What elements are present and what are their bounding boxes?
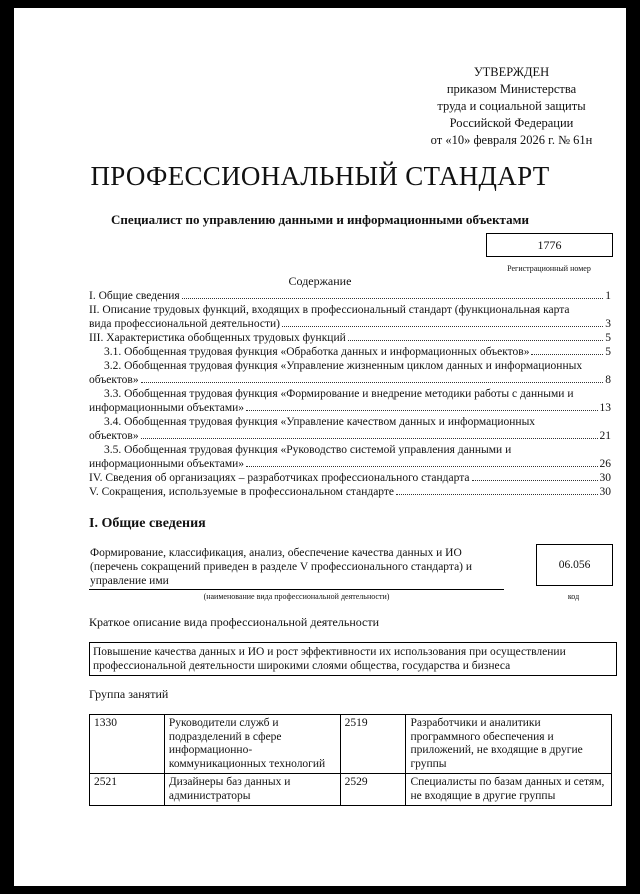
toc-entry-page: 13 xyxy=(599,402,611,414)
toc-leader xyxy=(141,438,598,439)
activity-kind-text: Формирование, классификация, анализ, обеспечение качества данных и ИО (перечень сокращений приведен в разделе V профессионального стандарта) и управление ими xyxy=(90,547,473,587)
registration-number-label: Регистрационный номер xyxy=(507,264,591,273)
toc-entry[interactable] xyxy=(89,345,611,359)
toc-entry-text: III. Характеристика обобщенных трудовых функций xyxy=(89,332,346,344)
toc-entry-text: объектов» xyxy=(89,430,139,442)
group-name-cell: Руководители служб и подразделений в сфере информационно-коммуникационных технологий xyxy=(164,715,340,774)
toc-entry-page: 26 xyxy=(599,458,611,470)
approval-block xyxy=(399,64,624,149)
toc-entry-text: объектов» xyxy=(89,374,139,386)
toc-entry[interactable] xyxy=(89,331,611,345)
toc-entry-line1: 3.3. Обобщенная трудовая функция «Формирование и внедрение методики работы с данными и xyxy=(104,388,574,400)
approval-line: приказом Министерства xyxy=(446,82,577,96)
toc-entry-page: 5 xyxy=(605,346,611,358)
toc-leader xyxy=(141,382,604,383)
toc-leader xyxy=(246,410,597,411)
toc-leader xyxy=(348,340,603,341)
group-name-cell: Специалисты по базам данных и сетям, не входящие в другие группы xyxy=(406,774,612,806)
toc-entry-line1: 3.5. Обобщенная трудовая функция «Руководство системой управления данными и xyxy=(104,444,512,456)
toc-leader xyxy=(182,298,604,299)
toc-entry-line1: II. Описание трудовых функций, входящих в профессиональный стандарт (функциональная карта xyxy=(89,304,570,316)
toc-entry-page: 1 xyxy=(605,290,611,302)
toc-entry-text: V. Сокращения, используемые в профессиональном стандарте xyxy=(89,486,395,498)
toc-entry-text: вида профессиональной деятельности) xyxy=(89,318,280,330)
toc-entry[interactable] xyxy=(89,457,611,471)
activity-code-box: 06.056 xyxy=(536,544,613,586)
group-code-cell: 2521 xyxy=(90,774,165,806)
approval-line: труда и социальной защиты xyxy=(437,99,586,113)
toc-entry-page: 30 xyxy=(599,486,611,498)
toc-entry-page: 30 xyxy=(599,472,611,484)
activity-kind-underline xyxy=(89,589,504,590)
toc-entry-text: I. Общие сведения xyxy=(89,290,180,302)
activity-kind-caption: (наименование вида профессиональной деятельности) xyxy=(203,592,390,601)
toc-entry[interactable] xyxy=(89,401,611,415)
toc-entry-page: 3 xyxy=(605,318,611,330)
group-name-cell: Дизайнеры баз данных и администраторы xyxy=(164,774,340,806)
registration-number-box: 1776 xyxy=(486,233,613,257)
toc-entry-text: IV. Сведения об организациях – разработчиках профессионального стандарта xyxy=(89,472,470,484)
toc-entry-page: 5 xyxy=(605,332,611,344)
toc-leader xyxy=(472,480,598,481)
brief-description-label: Краткое описание вида профессиональной деятельности xyxy=(89,615,380,629)
brief-description-box: Повышение качества данных и ИО и рост эффективности их использования при осуществлении профессиональной деятельности широкими слоями общества, государства и бизнеса xyxy=(89,642,617,676)
toc-entry[interactable] xyxy=(89,373,611,387)
document-title: ПРОФЕССИОНАЛЬНЫЙ СТАНДАРТ xyxy=(90,161,550,191)
toc-entry[interactable] xyxy=(89,471,611,485)
toc-leader xyxy=(246,466,597,467)
table-of-contents xyxy=(89,289,611,499)
toc-entry[interactable] xyxy=(89,317,611,331)
toc-entry-text: 3.1. Обобщенная трудовая функция «Обработка данных и информационных объектов» xyxy=(104,346,530,358)
occupation-group-table xyxy=(89,714,612,806)
approval-line: УТВЕРЖДЕН xyxy=(473,65,550,79)
toc-entry-text: информационными объектами» xyxy=(89,402,245,414)
toc-leader xyxy=(282,326,603,327)
table-row xyxy=(90,715,612,774)
approval-line: Российской Федерации xyxy=(449,116,574,130)
document-subtitle: Специалист по управлению данными и информационными объектами xyxy=(111,212,529,227)
toc-entry[interactable] xyxy=(89,429,611,443)
toc-entry-text: информационными объектами» xyxy=(89,458,245,470)
approval-line: от «10» февраля 2026 г. № 61н xyxy=(430,133,593,147)
occupation-group-label: Группа занятий xyxy=(89,687,169,701)
activity-code-caption: код xyxy=(567,592,580,601)
group-code-cell: 2519 xyxy=(340,715,406,774)
toc-entry-page: 8 xyxy=(605,374,611,386)
toc-entry[interactable] xyxy=(89,289,611,303)
toc-entry-line1: 3.2. Обобщенная трудовая функция «Управление жизненным циклом данных и информационных xyxy=(104,360,583,372)
toc-entry-page: 21 xyxy=(599,430,611,442)
group-name-cell: Разработчики и аналитики программного обеспечения и приложений, не входящие в другие группы xyxy=(406,715,612,774)
toc-leader xyxy=(531,354,603,355)
toc-entry-line1: 3.4. Обобщенная трудовая функция «Управление качеством данных и информационных xyxy=(104,416,536,428)
toc-leader xyxy=(396,494,597,495)
toc-heading: Содержание xyxy=(288,274,352,288)
document-page xyxy=(14,8,626,886)
group-code-cell: 1330 xyxy=(90,715,165,774)
toc-entry[interactable] xyxy=(89,485,611,499)
section-heading: I. Общие сведения xyxy=(89,516,206,531)
group-code-cell: 2529 xyxy=(340,774,406,806)
table-row xyxy=(90,774,612,806)
